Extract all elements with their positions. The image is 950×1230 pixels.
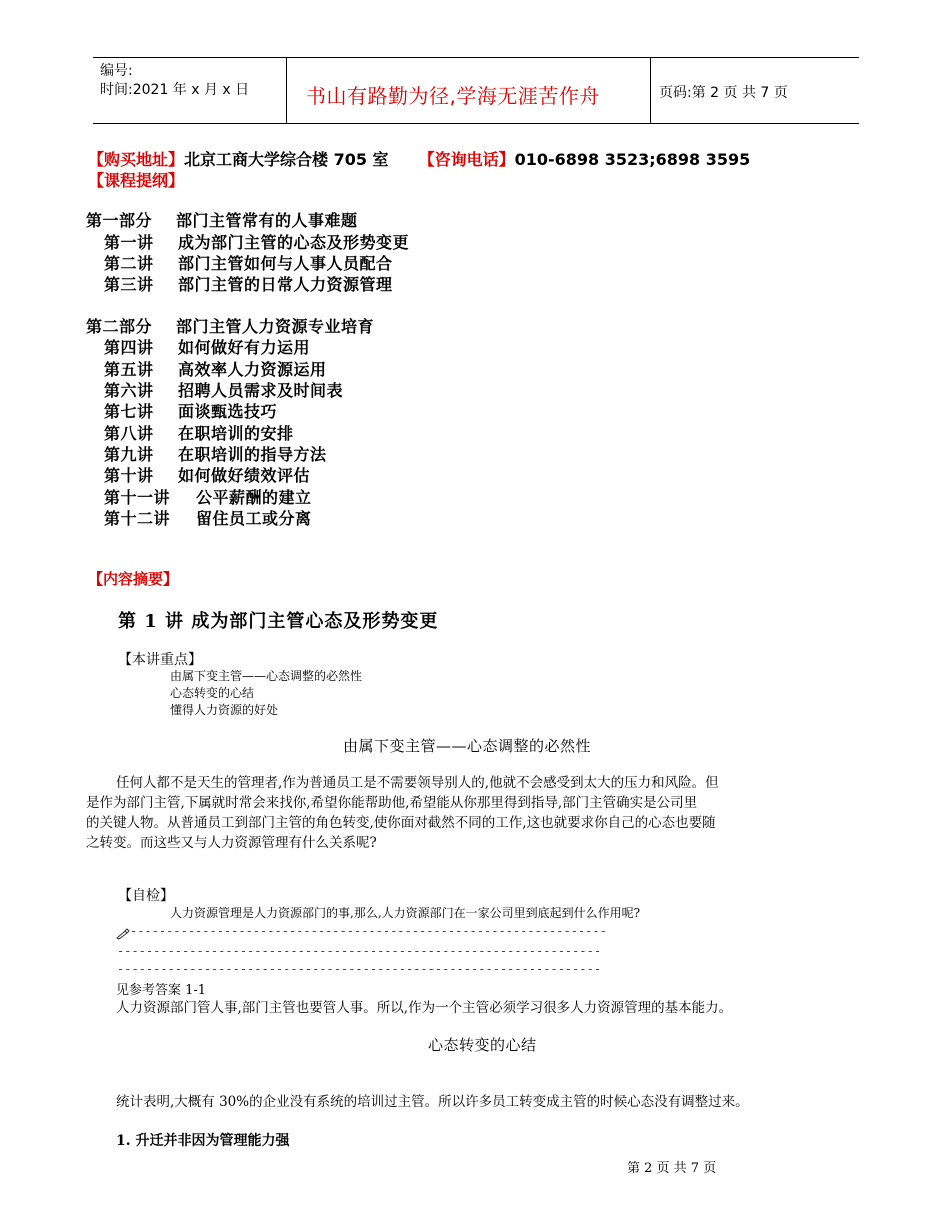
header-bottom-rule [93,123,859,124]
outline-lecture [104,463,310,486]
section1-line: 的关键人物。从普通员工到部门主管的角色转变,使你面对截然不同的工作,这也就要求你自己的心态也要随 [86,815,716,831]
section1-line: 是作为部门主管,下属就时常会来找你,希望你能帮助他,希望能从你那里得到指导,部门主管确实是公司里 [86,795,698,811]
answer-line: ------------------------------------------------------------------- [117,962,602,976]
answer-line: ------------------------------------------------------------------- [117,944,602,958]
outline-title: 部门主管如何与人事人员配合 [178,254,393,273]
header-time-label: 时间:2021 年 x 月 x 日 [100,82,250,98]
outline-title: 在职培训的安排 [178,424,294,443]
outline-lecture [104,357,327,380]
header-divider-right [650,57,651,124]
outline-title: 公平薪酬的建立 [196,488,312,507]
header-motto: 书山有路勤为径,学海无涯苦作舟 [306,84,600,108]
outline-title: 高效率人力资源运用 [178,360,327,379]
footer-page-number: 第 2 页 共 7 页 [627,1161,717,1176]
outline-title: 部门主管常有的人事难题 [176,211,358,230]
section2-subheading: 1. 升迁并非因为管理能力强 [116,1133,290,1149]
outline-label: 第二讲 [104,254,154,273]
outline-lecture [104,378,343,401]
outline-part [86,208,358,231]
outline-label: 第十一讲 [104,488,171,507]
outline-lecture [104,399,277,422]
address: 北京工商大学综合楼 705 室 [184,150,389,169]
outline-part [86,314,374,337]
answer-text: 人力资源部门管人事,部门主管也要管人事。所以,作为一个主管必须学习很多人力资源管理的基本能力。 [116,1000,733,1016]
outline-title: 如何做好绩效评估 [178,466,311,485]
key-point-item: 由属下变主管——心态调整的必然性 [170,669,363,683]
outline-title: 在职培训的指导方法 [178,445,327,464]
outline-label: 第八讲 [104,424,154,443]
section1-line: 任何人都不是天生的管理者,作为普通员工是不需要领导别人的,他就不会感受到太大的压力和风险。但 [116,775,719,791]
outline-label: 第九讲 [104,445,154,464]
key-points-tag: 【本讲重点】 [118,652,202,668]
outline-title: 部门主管的日常人力资源管理 [178,275,393,294]
outline-lecture [104,335,310,358]
outline-label: 第七讲 [104,402,154,421]
phone: 010-6898 3523;6898 3595 [514,150,751,169]
outline-title: 招聘人员需求及时间表 [178,381,344,400]
outline-title: 成为部门主管的心态及形势变更 [178,233,410,252]
summary-tag: 【内容摘要】 [88,570,179,588]
outline-lecture [104,251,393,274]
self-check-tag: 【自检】 [118,888,174,904]
outline-label: 第二部分 [86,317,153,336]
header-page-code: 页码:第 2 页 共 7 页 [659,85,788,101]
section2-heading: 心态转变的心结 [428,1036,537,1054]
outline-label: 第一讲 [104,233,154,252]
header-top-rule [93,57,859,58]
outline-lecture [104,506,312,529]
section1-heading: 由属下变主管——心态调整的必然性 [343,737,592,755]
outline-title: 如何做好有力运用 [178,338,311,357]
key-point-item: 心态转变的心结 [170,686,255,700]
header-divider-left [286,57,287,124]
purchase-line [88,147,750,170]
outline-label: 第六讲 [104,381,154,400]
outline-label: 第十二讲 [104,509,171,528]
header-number-label: 编号: [100,63,133,79]
outline-lecture [104,272,393,295]
section2-text: 统计表明,大概有 30%的企业没有系统的培训过主管。所以许多员工转变成主管的时候心态没有调整过来。 [116,1094,749,1110]
key-point-item: 懂得人力资源的好处 [170,703,279,717]
lecture-title: 第 1 讲 成为部门主管心态及形势变更 [118,611,439,632]
answer-line: ------------------------------------------------------------------ [130,924,607,938]
outline-label: 第十讲 [104,466,154,485]
outline-lecture [104,230,409,253]
section1-line: 之转变。而这些又与人力资源管理有什么关系呢? [86,835,377,851]
outline-title: 部门主管人力资源专业培育 [176,317,375,336]
outline-lecture [104,442,327,465]
phone-tag: 【咨询电话】 [418,150,515,169]
outline-title: 留住员工或分离 [196,509,312,528]
outline-label: 第一部分 [86,211,153,230]
outline-label: 第三讲 [104,275,154,294]
outline-label: 第五讲 [104,360,154,379]
self-check-question: 人力资源管理是人力资源部门的事,那么,人力资源部门在一家公司里到底起到什么作用呢? [170,906,641,920]
pen-icon [116,925,130,937]
outline-tag: 【课程提纲】 [88,171,185,190]
outline-label: 第四讲 [104,338,154,357]
outline-lecture [104,485,312,508]
outline-title: 面谈甄选技巧 [178,402,278,421]
address-tag: 【购买地址】 [88,150,185,169]
answer-reference: 见参考答案 1-1 [116,983,207,998]
outline-lecture [104,421,294,444]
